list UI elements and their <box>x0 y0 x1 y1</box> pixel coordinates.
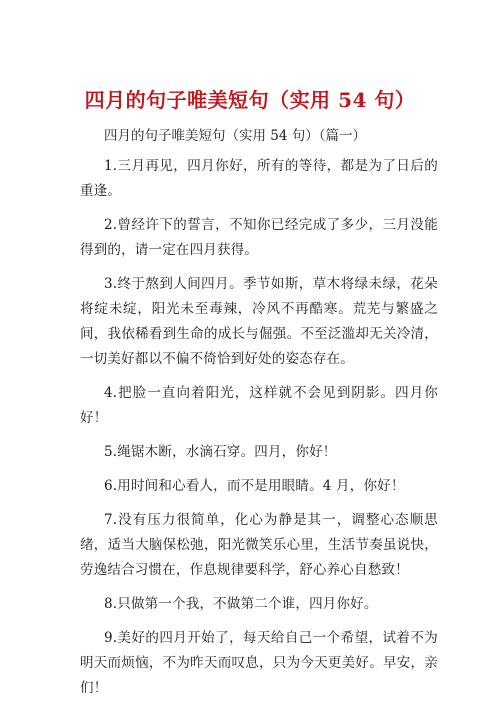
document-title: 四月的句子唯美短句（实用 54 句） <box>84 88 416 112</box>
paragraph-5: 5.绳锯木断，水滴石穿。四月，你好！ <box>104 444 337 460</box>
paragraph-7: 7.没有压力很简单，化心为静是其一，调整心态顺思绪，适当大脑保松弛，阳光微笑乐心里，生活节奏虽说快，劳逸结合习惯在，作息规律要科学，舒心养心自愁致！ <box>80 512 438 578</box>
paragraph-9: 9.美好的四月开始了，每天给自己一个希望，试着不为明天而烦恼，不为昨天而叹息，只为今天更美好。早安，亲们！ <box>80 630 438 696</box>
paragraph-3: 3.终于熬到人间四月。季节如斯，草木将绿未绿，花朵将绽未绽，阳光未至毒辣，冷风不再酷寒。荒芜与繁盛之间，我依稀看到生命的成长与倔强。不至泛滥却无关冷清，一切美好都以不偏不倚恰到好处的姿态存在。 <box>80 276 438 367</box>
paragraph-8: 8.只做第一个我，不做第二个谁，四月你好。 <box>104 596 378 612</box>
section-heading: 四月的句子唯美短句（实用 54 句）（篇一） <box>104 128 367 144</box>
paragraph-2: 2.曾经许下的誓言，不知你已经完成了多少，三月没能得到的，请一定在四月获得。 <box>80 217 438 258</box>
paragraph-4: 4.把脸一直向着阳光，这样就不会见到阴影。四月你好！ <box>80 385 438 426</box>
paragraph-1: 1.三月再见，四月你好，所有的等待，都是为了日后的重逢。 <box>80 158 438 199</box>
paragraph-6: 6.用时间和心看人，而不是用眼睛。4 月，你好！ <box>104 478 405 494</box>
